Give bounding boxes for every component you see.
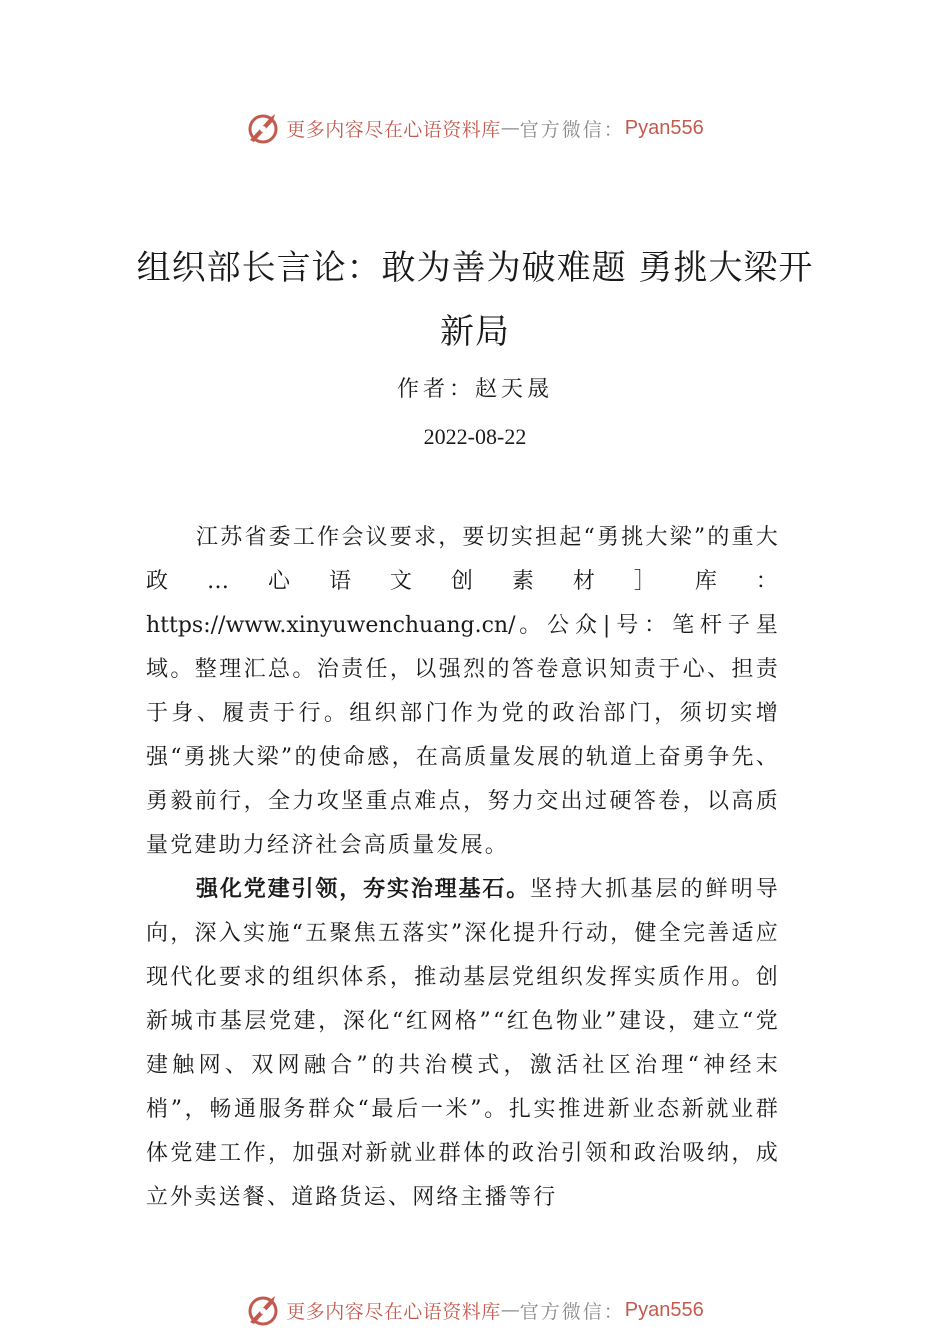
pen-circle-logo-icon bbox=[246, 1292, 282, 1328]
banner-site-text: 更多内容尽在心语资料库 bbox=[286, 118, 501, 141]
pen-circle-logo-icon bbox=[246, 110, 282, 146]
banner-wechat-id: Pyan556 bbox=[624, 116, 704, 139]
banner-site-text: 更多内容尽在心语资料库 bbox=[286, 1300, 501, 1323]
banner-dash: — bbox=[500, 1299, 520, 1321]
paragraph-2-body: 坚持大抓基层的鲜明导向，深入实施“五聚焦五落实”深化提升行动，健全完善适应现代化要求的组织体系，推动基层党组织发挥实质作用。创新城市基层党建，深化“红网格”“红色物业”建设，建立“党建触网、双网融合”的共治模式，激活社区治理“神经末梢”，畅通服务群众“最后一米”。扎实推进新业态新就业群体党建工作，加强对新就业群体的政治引领和政治吸纳，成立外卖送餐、道路货运、网络主播等行 bbox=[146, 877, 780, 1210]
banner-wechat-label: 官方微信： bbox=[519, 1300, 625, 1323]
paragraph-1 bbox=[146, 516, 780, 868]
banner-wechat-label: 官方微信： bbox=[519, 118, 625, 141]
header-watermark-banner bbox=[0, 106, 950, 150]
article-author: 作者：赵天晟 bbox=[396, 377, 553, 402]
paragraph-1-text-a: 江苏省委工作会议要求，要切实担起“勇挑大梁”的重大政…心语文创素材］库： bbox=[146, 525, 780, 594]
banner-dash: — bbox=[500, 117, 520, 139]
article-title: 组织部长言论：敢为善为破难题 勇挑大梁开新局 bbox=[136, 248, 814, 352]
paragraph-2-lead: 强化党建引领，夯实治理基石。 bbox=[196, 877, 531, 902]
footer-watermark-banner bbox=[0, 1288, 950, 1332]
article-date: 2022-08-22 bbox=[423, 424, 527, 449]
source-url-link[interactable]: https://www.xinyuwenchuang.cn/ bbox=[146, 613, 516, 638]
banner-wechat-id: Pyan556 bbox=[624, 1298, 704, 1321]
paragraph-2 bbox=[146, 868, 780, 1220]
paragraph-1-text-b: 。公众|号：笔杆子星域。整理汇总。治责任，以强烈的答卷意识知责于心、担责于身、履责于行。组织部门作为党的政治部门，须切实增强“勇挑大梁”的使命感，在高质量发展的轨道上奋勇争先、勇毅前行，全力攻坚重点难点，努力交出过硬答卷，以高质量党建助力经济社会高质量发展。 bbox=[146, 613, 780, 858]
